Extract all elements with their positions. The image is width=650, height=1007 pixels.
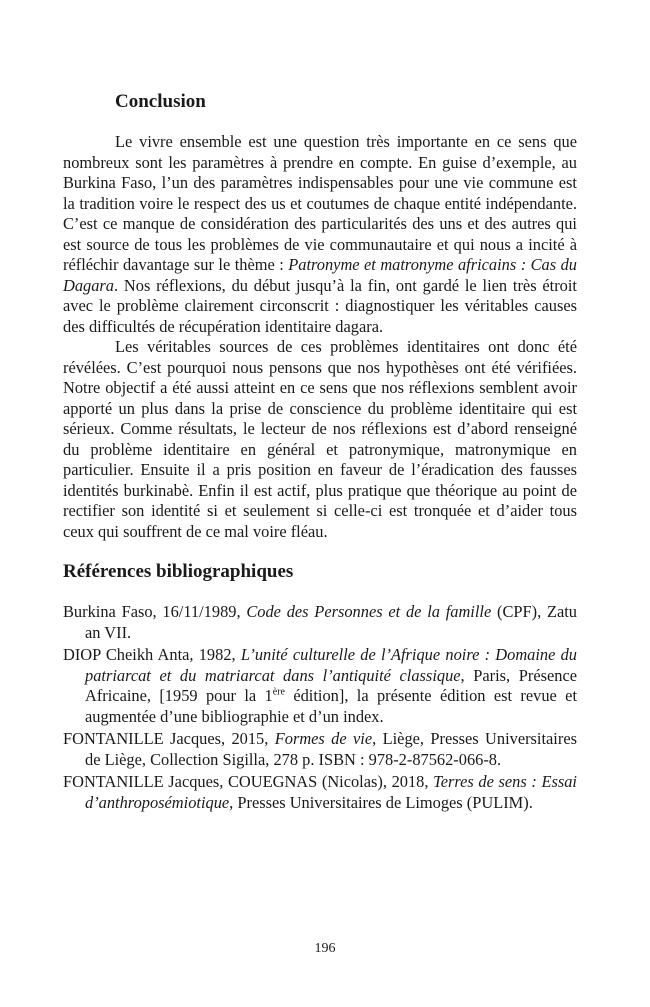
ordinal-superscript: ère xyxy=(272,686,285,698)
reference-details: , Paris, Présence Africaine, [1959 pour la 1 xyxy=(85,665,578,705)
reference-item xyxy=(63,772,577,813)
thesis-title: Patronyme et matronyme africains : Cas du Dagara xyxy=(63,255,577,295)
reference-author: FONTANILLE Jacques, COUEGNAS (Nicolas), 2018, xyxy=(63,772,434,791)
reference-author: Burkina Faso, 16/11/1989, xyxy=(63,602,247,621)
conclusion-heading: Conclusion xyxy=(115,91,206,112)
reference-details-end: édition], la présente édition est revue et augmentée d’une bibliographie et d’un index. xyxy=(85,686,577,726)
reference-details: (CPF), Zatu an VII. xyxy=(85,602,577,642)
conclusion-p1-text: Le vivre ensemble est une question très importante en ce sens que nombreux sont les paramètres à prendre en compte. En guise d’exemple, au Burkina Faso, l’un des paramètres indispensables pour une vie commune est la tradition voire le respect des us et coutumes de chaque entité indépendante. C’est ce manque de considération des particularités des uns et des autres qui est source de tous les problèmes de vie communautaire et qui nous a incité à réfléchir davantage sur le thème : xyxy=(63,132,577,274)
reference-title: Terres de sens : Essai d’anthroposémiotique xyxy=(85,772,577,812)
conclusion-paragraph-1 xyxy=(63,132,577,337)
reference-title: Formes de vie xyxy=(274,729,373,748)
conclusion-paragraph-2: Les véritables sources de ces problèmes identitaires ont donc été révélées. C’est pourquoi nous pensons que nos hypothèses ont été vérifiées. Notre objectif a été aussi atteint en ce sens que nos réflexions semblent avoir apporté un plus dans la prise de conscience du problème identitaire qui est sérieux. Comme résultats, le lecteur de nos réflexions est d’abord renseigné du problème identitaire en général et patronymique, matronymique en particulier. Ensuite il a pris position en faveur de l’éradication des fausses identités burkinabè. Enfin il est actif, plus pratique que théorique au point de rectifier son identité si et seulement si celle-ci est tronquée et d’aider tous ceux qui souffrent de ce mal voire fléau. xyxy=(63,337,577,541)
reference-details: , Presses Universitaires de Limoges (PULIM). xyxy=(229,792,533,812)
reference-item xyxy=(63,729,577,770)
reference-author: FONTANILLE Jacques, 2015, xyxy=(63,729,275,748)
references-heading: Références bibliographiques xyxy=(63,561,294,582)
page-content xyxy=(63,90,577,815)
reference-details: , Liège, Presses Universitaires de Liège, Collection Sigilla, 278 p. ISBN : 978-2-87562-066-8. xyxy=(85,729,577,769)
reference-author: DIOP Cheikh Anta, 1982, xyxy=(63,645,241,664)
page-number: 196 xyxy=(314,941,336,956)
conclusion-p1-text-end: . Nos réflexions, du début jusqu’à la fin, ont gardé le lien très étroit avec le problème clairement circonscrit : diagnostiquer les véritables causes des difficultés de récupération identitaire dagara. xyxy=(63,275,577,336)
reference-item xyxy=(63,602,577,643)
reference-title: L’unité culturelle de l’Afrique noire : Domaine du patriarcat et du matriarcat dans l’antiquité classique xyxy=(85,645,577,685)
reference-title: Code des Personnes et de la famille xyxy=(246,602,492,621)
references-list xyxy=(63,602,577,813)
reference-item xyxy=(63,645,577,727)
